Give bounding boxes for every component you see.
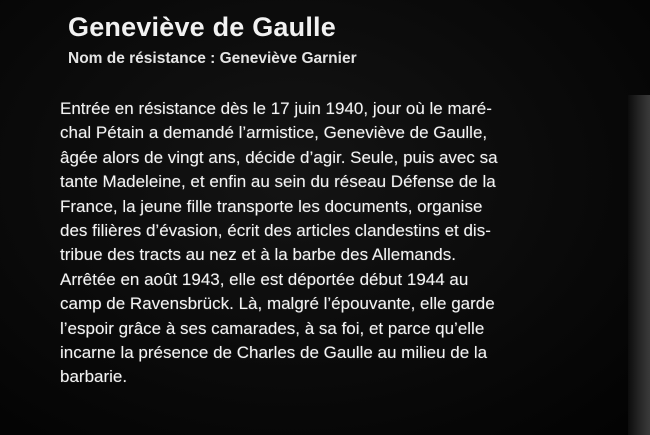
paragraph-line: barbarie. — [60, 367, 128, 387]
paragraph-line: camp de Ravensbrück. Là, malgré l’épouvante, elle garde — [60, 294, 495, 314]
paragraph-line: tante Madeleine, et enfin au sein du réseau Défense de la — [60, 172, 496, 192]
paragraph-line: France, la jeune fille transporte les documents, organise — [60, 196, 483, 216]
plaque-edge — [628, 95, 650, 435]
plaque-title: Geneviève de Gaulle — [68, 12, 336, 42]
paragraph-line: l’espoir grâce à ses camarades, à sa foi, et parce qu’elle — [60, 318, 485, 338]
paragraph-line: incarne la présence de Charles de Gaulle au milieu de la — [60, 342, 488, 362]
paragraph-line: Arrêtée en août 1943, elle est déportée début 1944 au — [60, 269, 469, 289]
paragraph-line: des filières d’évasion, écrit des articles clandestins et dis- — [60, 220, 491, 240]
paragraph-line: chal Pétain a demandé l’armistice, Geneviève de Gaulle, — [60, 123, 488, 143]
paragraph-line: âgée alors de vingt ans, décide d’agir. Seule, puis avec sa — [60, 147, 498, 167]
paragraph-line: tribue des tracts au nez et à la barbe des Allemands. — [60, 245, 456, 265]
paragraph-line: Entrée en résistance dès le 17 juin 1940, jour où le maré- — [60, 99, 492, 118]
plaque-paragraph — [60, 97, 620, 390]
plaque-subtitle: Nom de résistance : Geneviève Garnier — [68, 50, 357, 67]
